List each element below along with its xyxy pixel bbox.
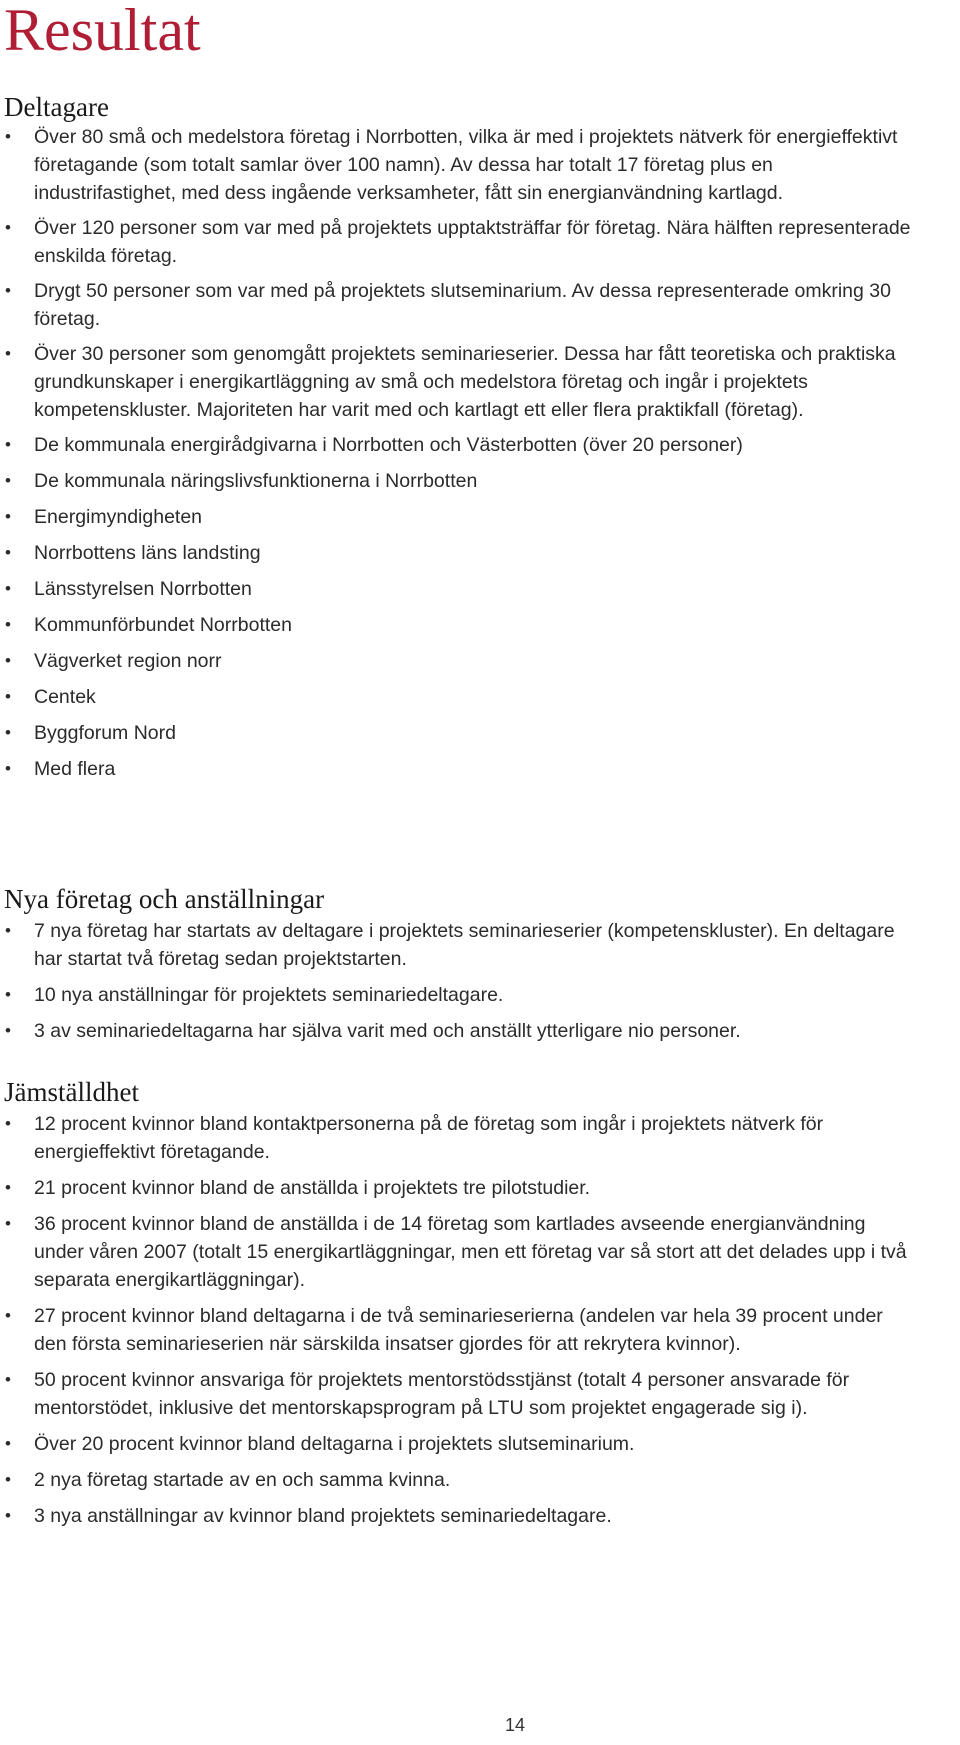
list-item: • 3 nya anställningar av kvinnor bland projektets seminariedeltagare. bbox=[0, 1502, 918, 1530]
list-item: • Över 30 personer som genomgått projektets seminarieserier. Dessa har fått teoretiska och praktiska grundkunskaper i energikartläggning av små och medelstora företag och ingår i projektets kompetenskluster. Majoriteten har varit med och kartlagt ett eller flera praktikfall (företag). bbox=[0, 340, 918, 424]
list-item: • 2 nya företag startade av en och samma kvinna. bbox=[0, 1466, 918, 1494]
list-item: • 7 nya företag har startats av deltagare i projektets seminarieserier (kompetenskluster). En deltagare har startat två företag sedan projektstarten. bbox=[0, 917, 918, 973]
list-item: • Över 120 personer som var med på projektets upptaktsträffar för företag. Nära hälften representerade enskilda företag. bbox=[0, 214, 918, 270]
bullet-list-jamstalldhet bbox=[0, 1110, 918, 1538]
list-item: • 3 av seminariedeltagarna har själva varit med och anställt ytterligare nio personer. bbox=[0, 1017, 918, 1045]
section-heading-nya-foretag: Nya företag och anställningar bbox=[4, 884, 325, 914]
list-item: • Länsstyrelsen Norrbotten bbox=[0, 575, 918, 603]
list-item: • Vägverket region norr bbox=[0, 647, 918, 675]
section-heading-jamstalldhet: Jämställdhet bbox=[4, 1077, 139, 1107]
list-item: • Drygt 50 personer som var med på projektets slutseminarium. Av dessa representerade omkring 30 företag. bbox=[0, 277, 918, 333]
list-item: • 36 procent kvinnor bland de anställda i de 14 företag som kartlades avseende energianvändning under våren 2007 (totalt 15 energikartläggningar, men ett företag var så stort att det delades upp i två separata energikartläggningar). bbox=[0, 1210, 918, 1294]
list-item: • Med flera bbox=[0, 755, 918, 783]
list-item: • 10 nya anställningar för projektets seminariedeltagare. bbox=[0, 981, 918, 1009]
list-item: • De kommunala näringslivsfunktionerna i Norrbotten bbox=[0, 467, 918, 495]
bullet-list-deltagare bbox=[0, 123, 918, 791]
list-item: • Centek bbox=[0, 683, 918, 711]
list-item: • 12 procent kvinnor bland kontaktpersonerna på de företag som ingår i projektets nätverk för energieffektivt företagande. bbox=[0, 1110, 918, 1166]
list-item: • De kommunala energirådgivarna i Norrbotten och Västerbotten (över 20 personer) bbox=[0, 431, 918, 459]
list-item: • 27 procent kvinnor bland deltagarna i de två seminarieserierna (andelen var hela 39 procent under den första seminarieserien när särskilda insatser gjordes för att rekrytera kvinnor). bbox=[0, 1302, 918, 1358]
list-item: • Över 20 procent kvinnor bland deltagarna i projektets slutseminarium. bbox=[0, 1430, 918, 1458]
list-item: • 50 procent kvinnor ansvariga för projektets mentorstödsstjänst (totalt 4 personer ansvarade för mentorstödet, inklusive det mentorskapsprogram på LTU som projektet engagerade sig i). bbox=[0, 1366, 918, 1422]
bullet-list-nya-foretag bbox=[0, 917, 918, 1053]
section-heading-deltagare: Deltagare bbox=[4, 92, 109, 122]
list-item: • Kommunförbundet Norrbotten bbox=[0, 611, 918, 639]
page-title: Resultat bbox=[4, 0, 201, 63]
list-item: • Över 80 små och medelstora företag i Norrbotten, vilka är med i projektets nätverk för energieffektivt företagande (som totalt samlar över 100 namn). Av dessa har totalt 17 företag plus en industrifastighet, med dess ingående verksamheter, fått sin energianvändning kartlagd. bbox=[0, 123, 918, 207]
page-number: 14 bbox=[504, 1715, 526, 1735]
list-item: • Norrbottens läns landsting bbox=[0, 539, 918, 567]
list-item: • 21 procent kvinnor bland de anställda i projektets tre pilotstudier. bbox=[0, 1174, 918, 1202]
list-item: • Energimyndigheten bbox=[0, 503, 918, 531]
list-item: • Byggforum Nord bbox=[0, 719, 918, 747]
